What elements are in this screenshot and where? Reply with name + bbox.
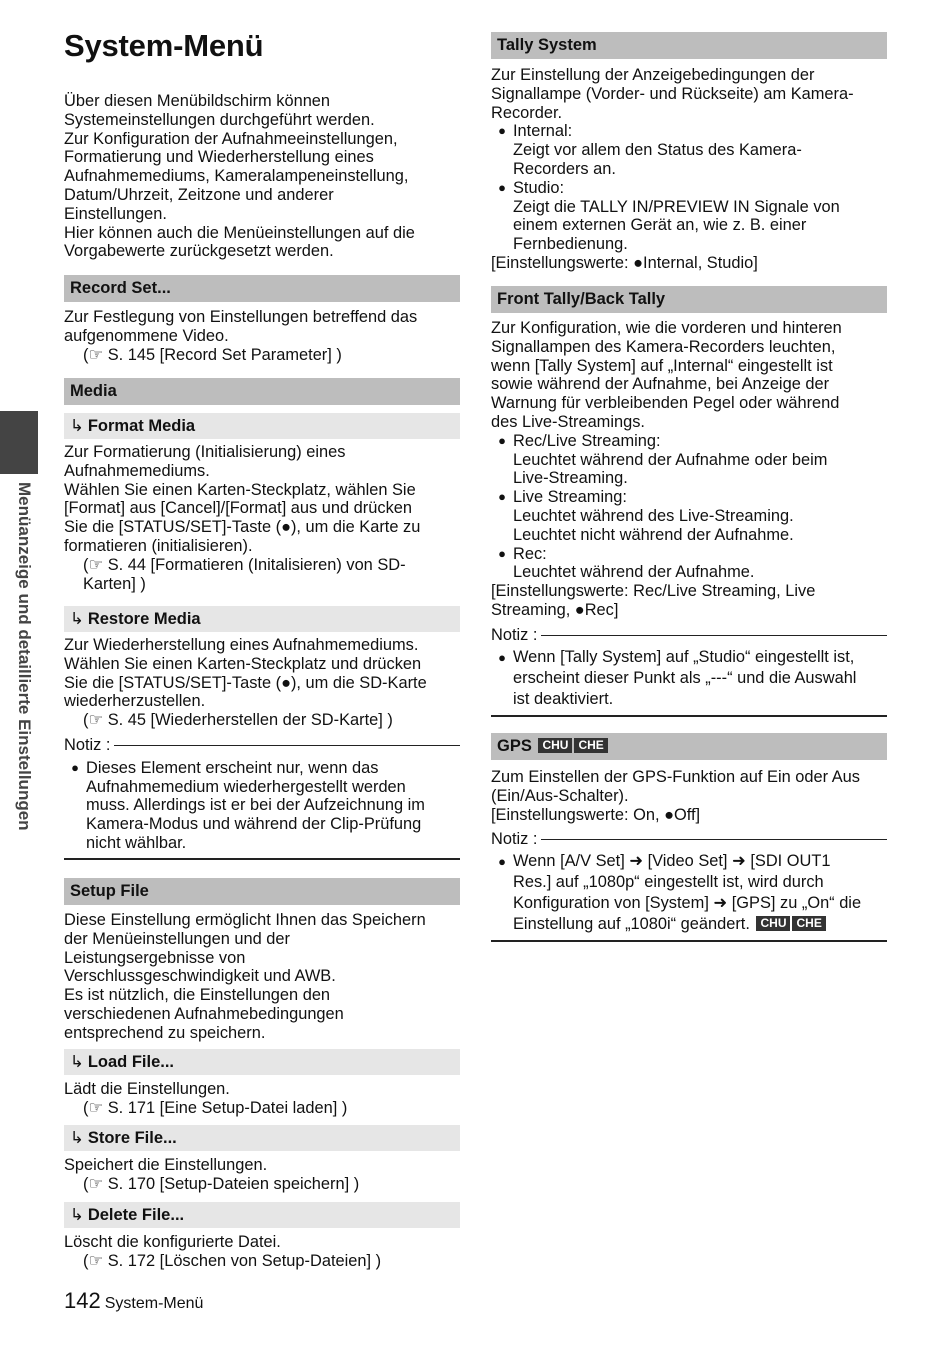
tally-system-section: Tally System Zur Einstellung der Anzeigebedingungen der Signallampe (Vorder- und Rückseite) am Kamera- Recorder. ● Internal: Zeigt vor allem den Status des Kamera- Recorders an. ● Studio: Zeigt die TALLY IN/PREVIEW IN Signale von einem externen Gerät an, wie z. B. einer Fernbedienung. [Einstellungswerte: ●Internal, Studio] xyxy=(491,32,887,273)
note-label: Notiz : xyxy=(491,626,887,645)
list-item: ● Rec: Leuchtet während der Aufnahme. xyxy=(491,545,887,583)
note-label: Notiz : xyxy=(64,736,460,755)
subsection-heading-store-file: ↳ Store File... xyxy=(64,1125,460,1151)
section-heading-gps: GPS CHU CHE xyxy=(491,733,887,760)
bullet-icon: ● xyxy=(498,489,506,505)
note-item: ● Wenn [Tally System] auf „Studio“ eingestellt ist, erscheint dieser Punkt als „---“ und die Auswahl ist deaktiviert. xyxy=(491,647,887,710)
section-heading-media: Media xyxy=(64,378,460,405)
section-heading-setup-file: Setup File xyxy=(64,878,460,905)
delete-file-section: ↳ Delete File... Löscht die konfigurierte Datei. (☞ S. 172 [Löschen von Setup-Dateien] ) xyxy=(64,1202,460,1271)
footer-label: System-Menü xyxy=(104,1295,204,1312)
bullet-icon: ● xyxy=(71,759,79,775)
submenu-arrow-icon: ↳ xyxy=(70,1053,84,1071)
reference-link[interactable]: (☞ S. 44 [Formatieren (Initalisieren) von SD- xyxy=(83,555,406,574)
bullet-icon: ● xyxy=(498,432,506,448)
record-set-section: Record Set... Zur Festlegung von Einstellungen betreffend das aufgenommene Video. (☞ S. 145 [Record Set Parameter] ) xyxy=(64,275,460,364)
reference-link[interactable]: (☞ S. 171 [Eine Setup-Datei laden] ) xyxy=(83,1098,348,1117)
section-heading-tally-system: Tally System xyxy=(491,32,887,59)
list-item: ● Studio: Zeigt die TALLY IN/PREVIEW IN Signale von einem externen Gerät an, wie z. B. einer Fernbedienung. xyxy=(491,179,887,254)
load-file-section: ↳ Load File... Lädt die Einstellungen. (☞ S. 171 [Eine Setup-Datei laden] ) xyxy=(64,1049,460,1118)
side-tab-label: Menüanzeige und detaillierte Einstellungen xyxy=(15,482,34,831)
divider xyxy=(64,858,460,860)
section-heading-front-tally: Front Tally/Back Tally xyxy=(491,286,887,313)
subsection-heading-delete-file: ↳ Delete File... xyxy=(64,1202,460,1228)
bullet-icon: ● xyxy=(498,854,506,870)
bullet-icon: ● xyxy=(498,123,506,139)
reference-link[interactable]: (☞ S. 45 [Wiederherstellen der SD-Karte] ) xyxy=(83,711,393,730)
subsection-heading-restore-media: ↳ Restore Media xyxy=(64,606,460,632)
reference-link[interactable]: (☞ S. 145 [Record Set Parameter] ) xyxy=(83,345,342,364)
restore-media-section: ↳ Restore Media Zur Wiederherstellung eines Aufnahmemediums. Wählen Sie einen Karten-Steckplatz und drücken Sie die [STATUS/SET]-Taste (●), um die SD-Karte wiederherzustellen. (☞ S. 45 [Wiederherstellen der SD-Karte] ) Notiz : ● Dieses Element erscheint nur, wenn das Aufnahmemedium wiederhergestellt werden muss. Allerdings ist er bei der Aufzeichnung im Kamera-Modus und während der Clip-Prüfung nicht wählbar. xyxy=(64,606,460,860)
subsection-heading-load-file: ↳ Load File... xyxy=(64,1049,460,1075)
gps-section: GPS CHU CHE Zum Einstellen der GPS-Funktion auf Ein oder Aus (Ein/Aus-Schalter). [Einstellungswerte: On, ●Off] Notiz : ● Wenn [A/V Set] ➜ [Video Set] ➜ [SDI OUT1 Res.] auf „1080p“ eingestellt ist, wird durch Konfiguration von [System] ➜ [GPS] zu „On“ die Einstellung auf „1080i“ geändert. CHU CHE xyxy=(491,733,887,942)
front-tally-section: Front Tally/Back Tally Zur Konfiguration, wie die vorderen und hinteren Signallampen des Kamera-Recorders leuchten, wenn [Tally System] auf „Internal“ eingestellt ist sowie während der Aufnahme, bei Anzeige der Warnung für verbleibenden Pegel oder während des Live-Streamings. ● Rec/Live Streaming: Leuchtet während der Aufnahme oder beim Live-Streaming. ● Live Streaming: Leuchtet während des Live-Streaming. Leuchtet nicht während der Aufnahme. ● Rec: Leuchtet während der Aufnahme. [Einstellungswerte: Rec/Live Streaming, Live Streaming, ●Rec] Notiz : ● Wenn [Tally System] auf „Studio“ eingestellt ist, erscheint dieser Punkt als „---“ und die Auswahl ist deaktiviert. xyxy=(491,286,887,717)
note-item: ● Dieses Element erscheint nur, wenn das Aufnahmemedium wiederhergestellt werden muss. Allerdings ist er bei der Aufzeichnung im Kamera-Modus und während der Clip-Prüfung nicht wählbar. xyxy=(64,759,460,853)
divider xyxy=(491,715,887,717)
section-heading-record-set: Record Set... xyxy=(64,275,460,302)
note-label: Notiz : xyxy=(491,830,887,849)
list-item: ● Internal: Zeigt vor allem den Status des Kamera- Recorders an. xyxy=(491,122,887,178)
model-badge-chu: CHU xyxy=(756,916,790,931)
bullet-icon: ● xyxy=(498,179,506,195)
page-footer xyxy=(64,1288,203,1314)
bullet-icon: ● xyxy=(498,545,506,561)
setup-file-section: Setup File Diese Einstellung ermöglicht Ihnen das Speichern der Menüeinstellungen und der Leistungsergebnisse von Verschlussgeschwindigkeit und AWB. Es ist nützlich, die Einstellungen den verschiedenen Aufnahmebedingungen entsprechend zu speichern. xyxy=(64,878,460,1043)
divider xyxy=(491,940,887,942)
side-tab-marker xyxy=(0,411,38,474)
model-badge-che: CHE xyxy=(574,738,607,753)
intro-text: Über diesen Menübildschirm können Systemeinstellungen durchgeführt werden. Zur Konfiguration der Aufnahmeeinstellungen, Formatierung und Wiederherstellung eines Aufnahmemediums, Kameralampeneinstellung, Datum/Uhrzeit, Zeitzone und anderer Einstellungen. Hier können auch die Menüeinstellungen auf die Vorgabewerte zurückgesetzt werden. xyxy=(64,92,415,261)
page-number: 142 xyxy=(64,1288,101,1313)
page-title: System-Menü xyxy=(64,28,264,63)
model-badge-chu: CHU xyxy=(538,738,572,753)
store-file-section: ↳ Store File... Speichert die Einstellungen. (☞ S. 170 [Setup-Dateien speichern] ) xyxy=(64,1125,460,1194)
media-section: Media ↳ Format Media Zur Formatierung (Initialisierung) eines Aufnahmemediums. Wählen Sie einen Karten-Steckplatz, wählen Sie [Format] aus [Cancel]/[Format] aus und drücken Sie die [STATUS/SET]-Taste (●), um die Karte zu formatieren (initialisieren). (☞ S. 44 [Formatieren (Initalisieren) von SD- Karten] ) xyxy=(64,378,460,593)
list-item: ● Rec/Live Streaming: Leuchtet während der Aufnahme oder beim Live-Streaming. xyxy=(491,432,887,488)
subsection-heading-format-media: ↳ Format Media xyxy=(64,413,460,439)
note-item: ● Wenn [A/V Set] ➜ [Video Set] ➜ [SDI OUT1 Res.] auf „1080p“ eingestellt ist, wird durch Konfiguration von [System] ➜ [GPS] zu „On“ die Einstellung auf „1080i“ geändert. CHU CHE xyxy=(491,851,887,935)
submenu-arrow-icon: ↳ xyxy=(70,610,84,628)
list-item: ● Live Streaming: Leuchtet während des Live-Streaming. Leuchtet nicht während der Aufnahme. xyxy=(491,488,887,544)
submenu-arrow-icon: ↳ xyxy=(70,1129,84,1147)
model-badge-che: CHE xyxy=(792,916,825,931)
submenu-arrow-icon: ↳ xyxy=(70,1206,84,1224)
reference-link[interactable]: (☞ S. 172 [Löschen von Setup-Dateien] ) xyxy=(83,1251,382,1270)
reference-link[interactable]: (☞ S. 170 [Setup-Dateien speichern] ) xyxy=(83,1174,360,1193)
submenu-arrow-icon: ↳ xyxy=(70,417,84,435)
bullet-icon: ● xyxy=(498,649,506,665)
